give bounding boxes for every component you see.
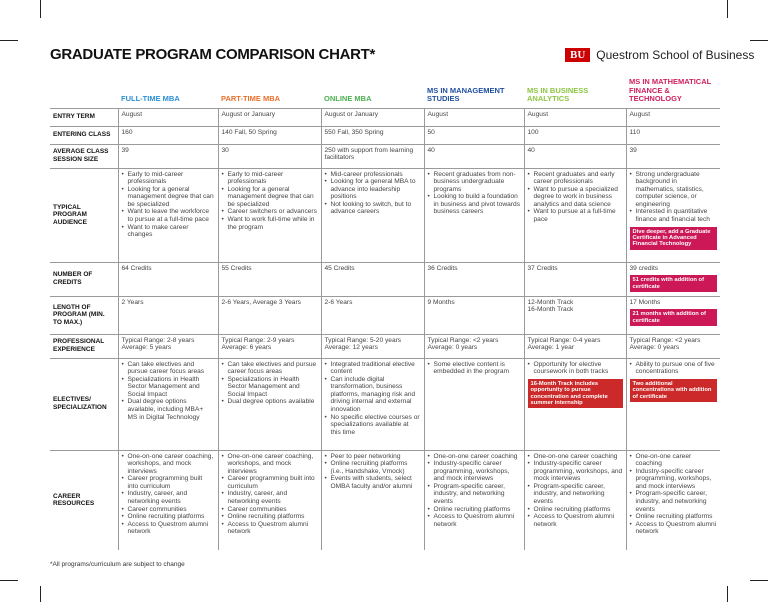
bullet-list: [325, 361, 421, 437]
bullet-list: [428, 453, 521, 529]
corner-cell: [50, 76, 118, 108]
comparison-table: [50, 76, 720, 550]
table-cell: [424, 168, 524, 262]
bullet-list: [222, 171, 318, 232]
table-cell: 110: [626, 126, 720, 144]
row-label: LENGTH OF PROGRAM (MIN. TO MAX.): [50, 296, 118, 334]
bullet-list: [325, 453, 421, 491]
table-cell: 100: [524, 126, 626, 144]
row-label: ENTRY TERM: [50, 108, 118, 126]
table-cell: [626, 450, 720, 550]
table-cell: [424, 450, 524, 550]
bullet-item: • Access to Questrom alumni network: [636, 521, 718, 536]
row-electives: [50, 358, 720, 450]
bullet-item: • Early to mid-career professionals: [128, 171, 215, 186]
table-cell: 39: [626, 144, 720, 168]
table-cell: Typical Range: <2 years Average: 0 years: [424, 334, 524, 358]
bullet-list: [428, 171, 521, 217]
table-cell: 250 with support from learning facilitators: [321, 144, 424, 168]
footnote: *All programs/curriculum are subject to change: [50, 561, 185, 568]
bullet-item: • Specializations in Health Sector Management and Social Impact: [228, 376, 318, 399]
table-cell: 2-6 Years, Average 3 Years: [218, 296, 321, 334]
table-cell: August or January: [321, 108, 424, 126]
concentration-note: Two additional concentrations with addition of certificate: [630, 379, 718, 402]
table-cell: [321, 168, 424, 262]
row-label: TYPICAL PROGRAM AUDIENCE: [50, 168, 118, 262]
col-header-full-time-mba: FULL-TIME MBA: [121, 94, 180, 103]
table-cell: [218, 358, 321, 450]
table-cell: 55 Credits: [218, 262, 321, 296]
table-cell: 40: [524, 144, 626, 168]
table-cell: Typical Range: 0-4 years Average: 1 year: [524, 334, 626, 358]
table-cell: 39: [118, 144, 218, 168]
row-label: ELECTIVES/ SPECIALIZATION: [50, 358, 118, 450]
bullet-list: [630, 171, 718, 224]
bullet-item: • Program-specific career, industry, and networking events: [636, 490, 718, 513]
table-cell: Typical Range: 2-8 years Average: 5 years: [118, 334, 218, 358]
row-label: CAREER RESOURCES: [50, 450, 118, 550]
table-cell: [626, 168, 720, 262]
bullet-item: • Industry, career, and networking events: [128, 490, 215, 505]
bullet-item: • Can take electives and pursue career focus areas: [128, 361, 215, 376]
table-cell: 2-6 Years: [321, 296, 424, 334]
bullet-item: • Industry, career, and networking events: [228, 490, 318, 505]
bullet-item: • Mid-career professionals: [331, 171, 421, 179]
bullet-item: • Access to Questrom alumni network: [228, 521, 318, 536]
school-logo: [565, 48, 754, 62]
certificate-note: Dive deeper, add a Graduate Certificate in Advanced Financial Technology: [630, 227, 718, 250]
table-cell: August or January: [218, 108, 321, 126]
bullet-item: • Dual degree options available: [228, 398, 318, 406]
row-label: AVERAGE CLASS SESSION SIZE: [50, 144, 118, 168]
row-entering-class: [50, 126, 720, 144]
bullet-item: • Want to leave the workforce to pursue at a full-time pace: [128, 208, 215, 223]
bullet-item: • Online recruiting platforms: [228, 513, 318, 521]
row-class-size: [50, 144, 720, 168]
cell-text: 17 Months: [629, 298, 661, 306]
bullet-item: • Online recruiting platforms: [534, 506, 623, 514]
crop-mark: [727, 0, 728, 18]
table-cell: [118, 358, 218, 450]
bullet-list: [222, 453, 318, 537]
table-cell: [424, 358, 524, 450]
cell-text: 39 credits: [629, 264, 659, 272]
bullet-item: • Want to work full-time while in the program: [228, 216, 318, 231]
bullet-list: [630, 453, 718, 537]
col-header-part-time-mba: PART-TIME MBA: [221, 94, 281, 103]
crop-mark: [0, 40, 18, 41]
col-header-online-mba: ONLINE MBA: [324, 94, 372, 103]
bullet-list: [122, 453, 215, 537]
bullet-item: • Industry-specific career programming, workshops, and mock interviews: [434, 460, 521, 483]
row-label: ENTERING CLASS: [50, 126, 118, 144]
row-career: [50, 450, 720, 550]
table-cell: 160: [118, 126, 218, 144]
table-cell: Typical Range: <2 years Average: 0 years: [626, 334, 720, 358]
table-cell: Typical Range: 2-9 years Average: 6 years: [218, 334, 321, 358]
bullet-item: • Early to mid-career professionals: [228, 171, 318, 186]
bullet-item: • Looking for a general management degree that can be specialized: [228, 186, 318, 209]
bullet-item: • Looking for a general management degree that can be specialized: [128, 186, 215, 209]
bullet-list: [122, 361, 215, 422]
crop-mark: [40, 0, 41, 18]
table-cell: August: [626, 108, 720, 126]
bullet-item: • Career communities: [228, 506, 318, 514]
table-cell: August: [424, 108, 524, 126]
bullet-item: • One-on-one career coaching: [636, 453, 718, 468]
table-cell: [524, 450, 626, 550]
bullet-item: • Online recruiting platforms: [128, 513, 215, 521]
row-label: NUMBER OF CREDITS: [50, 262, 118, 296]
bullet-item: • Online recruiting platforms: [434, 506, 521, 514]
bullet-item: • Not looking to switch, but to advance careers: [331, 201, 421, 216]
bullet-item: • Online recruiting platforms (i.e., Handshake, Vmock): [331, 460, 421, 475]
concentration-note: 16-Month Track includes opportunity to pursue concentration and complete summer internship: [528, 379, 623, 409]
bullet-item: • Some elective content is embedded in the program: [434, 361, 521, 376]
bullet-item: • Recent graduates and early career professionals: [534, 171, 623, 186]
table-cell: 64 Credits: [118, 262, 218, 296]
bullet-item: • Industry-specific career programming, workshops, and mock interviews: [534, 460, 623, 483]
bullet-list: [630, 361, 718, 376]
row-credits: [50, 262, 720, 296]
table-cell: 36 Credits: [424, 262, 524, 296]
table-cell: Typical Range: 5-20 years Average: 12 years: [321, 334, 424, 358]
bullet-item: • One-on-one career coaching: [534, 453, 623, 461]
table-cell: 140 Fall, 50 Spring: [218, 126, 321, 144]
table-cell: [626, 262, 720, 296]
table-cell: [626, 296, 720, 334]
crop-mark: [750, 40, 768, 41]
crop-mark: [0, 580, 18, 581]
bullet-list: [528, 453, 623, 529]
table-cell: 2 Years: [118, 296, 218, 334]
table-cell: August: [118, 108, 218, 126]
bullet-list: [528, 171, 623, 224]
bullet-item: • Career communities: [128, 506, 215, 514]
bullet-item: • Can take electives and pursue career focus areas: [228, 361, 318, 376]
bu-logo-mark: BU: [565, 48, 590, 62]
bullet-item: • One-on-one career coaching, workshops, and mock interviews: [228, 453, 318, 476]
bullet-item: • Opportunity for elective coursework in both tracks: [534, 361, 623, 376]
table-cell: 37 Credits: [524, 262, 626, 296]
table-cell: [321, 450, 424, 550]
bullet-item: • Specializations in Health Sector Management and Social Impact: [128, 376, 215, 399]
bullet-item: • Peer to peer networking: [331, 453, 421, 461]
table-cell: [524, 358, 626, 450]
table-cell: [321, 358, 424, 450]
bullet-item: • Dual degree options available, including MBA+ MS in Digital Technology: [128, 398, 215, 421]
row-experience: [50, 334, 720, 358]
bullet-item: • Career programming built into curriculum: [128, 475, 215, 490]
table-cell: [524, 168, 626, 262]
school-name: Questrom School of Business: [596, 48, 755, 62]
col-header-ms-management: MS IN MANAGEMENT STUDIES: [427, 85, 505, 103]
table-cell: [118, 450, 218, 550]
bullet-list: [428, 361, 521, 376]
bullet-item: • Interested in quantitative finance and financial tech: [636, 208, 718, 223]
bullet-item: • Online recruiting platforms: [636, 513, 718, 521]
table-cell: 30: [218, 144, 321, 168]
bullet-item: • Program-specific career, industry, and networking events: [534, 483, 623, 506]
page-title: GRADUATE PROGRAM COMPARISON CHART*: [50, 46, 376, 63]
bullet-item: • Strong undergraduate background in mathematics, statistics, computer science, or engineering: [636, 171, 718, 209]
bullet-item: • Looking to build a foundation in business and pivot towards business careers: [434, 193, 521, 216]
col-header-ms-math-finance: MS IN MATHEMATICAL FINANCE & TECHNOLOGY: [629, 77, 712, 103]
bullet-item: • Want to make career changes: [128, 224, 215, 239]
row-audience: [50, 168, 720, 262]
crop-mark: [40, 586, 41, 602]
bullet-item: • Ability to pursue one of five concentrations: [636, 361, 718, 376]
bullet-list: [222, 361, 318, 407]
table-cell: 45 Credits: [321, 262, 424, 296]
bullet-item: • One-on-one career coaching, workshops, and mock interviews: [128, 453, 215, 476]
col-header-ms-analytics: MS IN BUSINESS ANALYTICS: [527, 85, 589, 103]
table-cell: 50: [424, 126, 524, 144]
table-cell: [626, 358, 720, 450]
crop-mark: [727, 586, 728, 602]
bullet-item: • Industry-specific career programming, workshops, and mock interviews: [636, 468, 718, 491]
bullet-item: • No specific elective courses or specializations available at this time: [331, 414, 421, 437]
bullet-item: • Want to pursue at a full-time pace: [534, 208, 623, 223]
table-cell: [118, 168, 218, 262]
crop-mark: [750, 580, 768, 581]
bullet-item: • Want to pursue a specialized degree to work in business analytics and data science: [534, 186, 623, 209]
bullet-item: • Events with students, select OMBA faculty and/or alumni: [331, 475, 421, 490]
row-length: [50, 296, 720, 334]
bullet-item: • Can include digital transformation, business platforms, managing risk and driving internal and external innovation: [331, 376, 421, 414]
bullet-item: • Integrated traditional elective content: [331, 361, 421, 376]
row-label: PROFESSIONAL EXPERIENCE: [50, 334, 118, 358]
bullet-item: • Program-specific career, industry, and networking events: [434, 483, 521, 506]
column-header-row: [50, 76, 720, 108]
table-cell: [218, 168, 321, 262]
certificate-note: 51 credits with addition of certificate: [630, 275, 718, 292]
bullet-item: • Career switchers or advancers: [228, 208, 318, 216]
bullet-item: • Career programming built into curriculum: [228, 475, 318, 490]
bullet-item: • Recent graduates from non-business undergraduate programs: [434, 171, 521, 194]
table-cell: August: [524, 108, 626, 126]
table-cell: 9 Months: [424, 296, 524, 334]
table-cell: [218, 450, 321, 550]
bullet-item: • Looking for a general MBA to advance into leadership positions: [331, 178, 421, 201]
table-cell: 550 Fall, 350 Spring: [321, 126, 424, 144]
bullet-item: • Access to Questrom alumni network: [128, 521, 215, 536]
row-entry-term: [50, 108, 720, 126]
bullet-item: • One-on-one career coaching: [434, 453, 521, 461]
bullet-list: [122, 171, 215, 239]
table-cell: 40: [424, 144, 524, 168]
certificate-note: 21 months with addition of certificate: [630, 309, 718, 326]
bullet-list: [325, 171, 421, 217]
bullet-item: • Access to Questrom alumni network: [534, 513, 623, 528]
bullet-item: • Access to Questrom alumni network: [434, 513, 521, 528]
table-cell: 12-Month Track 16-Month Track: [524, 296, 626, 334]
bullet-list: [528, 361, 623, 376]
